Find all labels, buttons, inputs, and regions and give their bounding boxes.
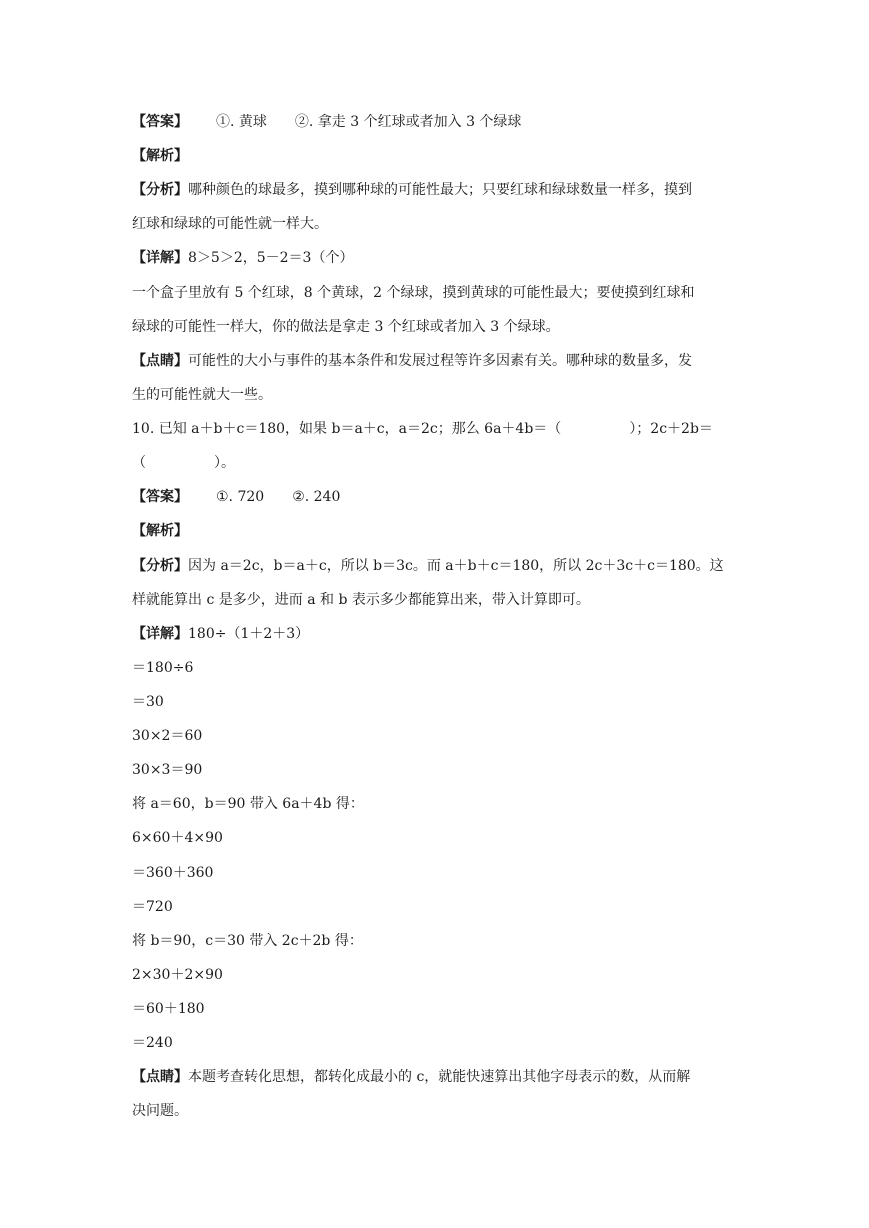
calc-step: ＝60＋180	[132, 1001, 205, 1017]
jiexi-tag: 【解析】	[132, 523, 188, 539]
answer-1: ①. 黄球	[216, 114, 267, 130]
question-text: ）；2c＋2b＝	[629, 421, 713, 437]
fenxi-text: 因为 a＝2c，b＝a＋c，所以 b＝3c。而 a＋b＋c＝180，所以 2c＋3c＋c＝180。这	[188, 558, 724, 574]
answer-2: ②. 240	[292, 489, 341, 505]
fenxi-tag: 【分析】	[132, 558, 188, 574]
answer-2: ②. 拿走 3 个红球或者加入 3 个绿球	[294, 114, 522, 130]
dianjing-text: 本题考查转化思想，都转化成最小的 c，就能快速算出其他字母表示的数，从而解	[188, 1069, 691, 1085]
answer-tag: 【答案】	[132, 489, 188, 505]
calc-step: 30×3＝90	[132, 762, 203, 778]
q10-jiexi-line	[132, 521, 188, 541]
fenxi-text: 样就能算出 c 是多少，进而 a 和 b 表示多少都能算出来，带入计算即可。	[132, 592, 590, 608]
calc-step: 将 a＝60，b＝90 带入 6a＋4b 得：	[132, 796, 364, 812]
answer-1: ①. 720	[216, 489, 265, 505]
calc-step: 2×30＋2×90	[132, 967, 223, 983]
fenxi-text: 红球和绿球的可能性就一样大。	[132, 216, 328, 232]
fenxi-tag: 【分析】	[132, 182, 188, 198]
q10-fenxi-line-1	[132, 556, 724, 576]
question-text: ）。	[214, 455, 235, 471]
dianjing-text: 可能性的大小与事件的基本条件和发展过程等许多因素有关。哪种球的数量多，发	[188, 353, 692, 369]
detail-text: 绿球的可能性一样大，你的做法是拿走 3 个红球或者加入 3 个绿球。	[132, 319, 560, 335]
q9-fenxi-line-2	[132, 214, 328, 234]
calc-step: ＝720	[132, 899, 173, 915]
q10-dianjing-line-2	[132, 1101, 188, 1121]
q9-jiexi-line	[132, 146, 188, 166]
dianjing-text: 生的可能性就大一些。	[132, 387, 272, 403]
question-text: 10. 已知 a＋b＋c＝180，如果 b＝a＋c，a＝2c；那么 6a＋4b＝（	[132, 421, 562, 437]
calc-step: 将 b＝90，c＝30 带入 2c＋2b 得：	[132, 933, 363, 949]
calc-step: ＝360＋360	[132, 865, 214, 881]
xiangjie-text: 8＞5＞2，5－2＝3（个）	[188, 250, 354, 266]
q10-question-line-1	[132, 419, 713, 439]
fenxi-text: 哪种颜色的球最多，摸到哪种球的可能性最大；只要红球和绿球数量一样多，摸到	[188, 182, 692, 198]
q10-question-line-2	[132, 453, 235, 473]
q10-fenxi-line-2	[132, 590, 590, 610]
answer-tag: 【答案】	[132, 114, 188, 130]
q9-detail-line-1	[132, 283, 695, 303]
q9-answer-line	[132, 112, 521, 132]
q9-xiangjie-line	[132, 248, 353, 268]
dianjing-text: 决问题。	[132, 1103, 188, 1119]
xiangjie-text: 180÷（1＋2＋3）	[188, 626, 310, 642]
xiangjie-tag: 【详解】	[132, 250, 188, 266]
calc-step: ＝30	[132, 694, 164, 710]
calc-step: ＝240	[132, 1035, 173, 1051]
q10-answer-line	[132, 487, 340, 507]
jiexi-tag: 【解析】	[132, 148, 188, 164]
calc-step: ＝180÷6	[132, 660, 194, 676]
q9-dianjing-line-2	[132, 385, 272, 405]
q9-fenxi-line-1	[132, 180, 692, 200]
dianjing-tag: 【点睛】	[132, 1069, 188, 1085]
q9-detail-line-2	[132, 317, 560, 337]
detail-text: 一个盒子里放有 5 个红球，8 个黄球，2 个绿球，摸到黄球的可能性最大；要使摸到红球和	[132, 285, 695, 301]
calc-step: 30×2＝60	[132, 728, 203, 744]
dianjing-tag: 【点睛】	[132, 353, 188, 369]
q9-dianjing-line-1	[132, 351, 692, 371]
calc-step: 6×60＋4×90	[132, 830, 223, 846]
xiangjie-tag: 【详解】	[132, 626, 188, 642]
q10-dianjing-line-1	[132, 1067, 690, 1087]
q10-xiangjie-line	[132, 624, 309, 644]
question-text: （	[132, 455, 146, 471]
